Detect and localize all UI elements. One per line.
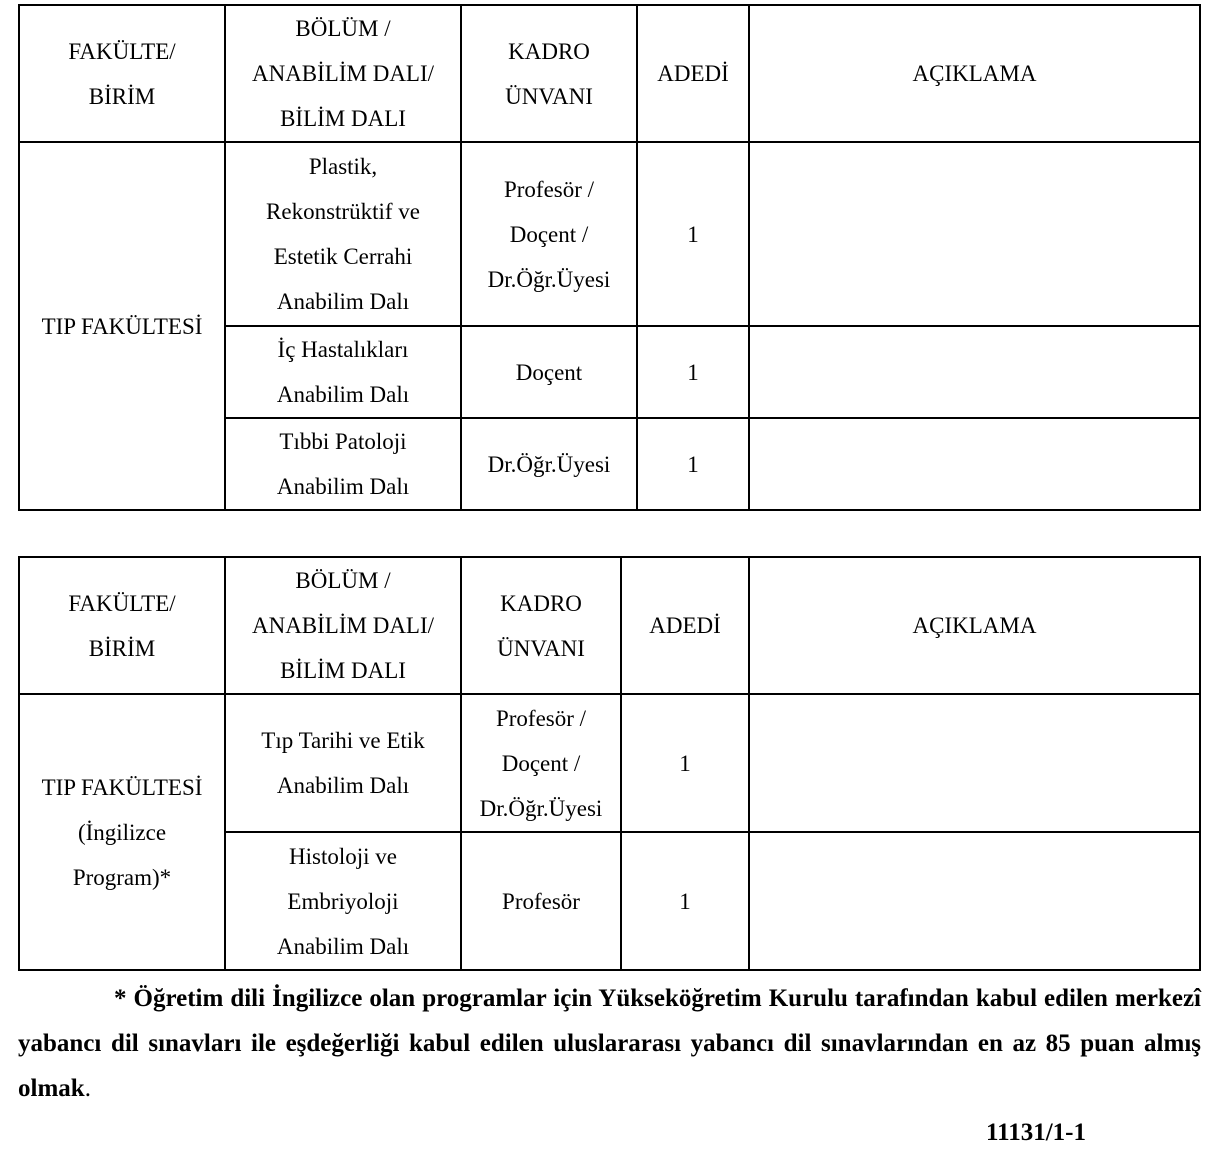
header-count: ADEDİ bbox=[637, 5, 749, 142]
note-cell bbox=[749, 326, 1200, 418]
footnote-period: . bbox=[84, 1075, 91, 1102]
header-note: AÇIKLAMA bbox=[749, 557, 1200, 694]
note-cell bbox=[749, 694, 1200, 832]
count-cell: 1 bbox=[637, 418, 749, 510]
count-cell: 1 bbox=[621, 694, 749, 832]
note-cell bbox=[749, 832, 1200, 970]
faculty-cell: TIP FAKÜLTESİ bbox=[19, 142, 225, 510]
header-title: KADRO ÜNVANI bbox=[461, 557, 621, 694]
note-cell bbox=[749, 142, 1200, 326]
footnote-text: * Öğretim dili İngilizce olan programlar için Yükseköğretim Kurulu tarafından kabul edilen merkezî yabancı dil sınavları ile eşdeğerliği kabul edilen uluslararası yabancı dil sınavlarından en az 85 puan almış olmak bbox=[18, 985, 1201, 1102]
count-cell: 1 bbox=[637, 326, 749, 418]
table-header-row bbox=[19, 557, 1200, 694]
footnote bbox=[18, 976, 1201, 1111]
count-cell: 1 bbox=[621, 832, 749, 970]
table-row bbox=[19, 142, 1200, 326]
title-cell: Profesör / Doçent / Dr.Öğr.Üyesi bbox=[461, 694, 621, 832]
faculty-cell: TIP FAKÜLTESİ (İngilizce Program)* bbox=[19, 694, 225, 970]
header-faculty: FAKÜLTE/ BİRİM bbox=[19, 5, 225, 142]
count-cell: 1 bbox=[637, 142, 749, 326]
header-department: BÖLÜM / ANABİLİM DALI/ BİLİM DALI bbox=[225, 557, 461, 694]
note-cell bbox=[749, 418, 1200, 510]
department-cell: Plastik, Rekonstrüktif ve Estetik Cerrahi Anabilim Dalı bbox=[225, 142, 461, 326]
document-number: 11131/1-1 bbox=[986, 1119, 1087, 1146]
table-header-row bbox=[19, 5, 1200, 142]
table-row bbox=[19, 694, 1200, 832]
title-cell: Dr.Öğr.Üyesi bbox=[461, 418, 637, 510]
department-cell: Histoloji ve Embriyoloji Anabilim Dalı bbox=[225, 832, 461, 970]
title-cell: Profesör / Doçent / Dr.Öğr.Üyesi bbox=[461, 142, 637, 326]
header-faculty: FAKÜLTE/ BİRİM bbox=[19, 557, 225, 694]
department-cell: İç Hastalıkları Anabilim Dalı bbox=[225, 326, 461, 418]
title-cell: Profesör bbox=[461, 832, 621, 970]
header-title: KADRO ÜNVANI bbox=[461, 5, 637, 142]
staff-table-1 bbox=[18, 4, 1201, 511]
department-cell: Tıbbi Patoloji Anabilim Dalı bbox=[225, 418, 461, 510]
department-cell: Tıp Tarihi ve Etik Anabilim Dalı bbox=[225, 694, 461, 832]
staff-table-2 bbox=[18, 556, 1201, 971]
header-department: BÖLÜM / ANABİLİM DALI/ BİLİM DALI bbox=[225, 5, 461, 142]
header-note: AÇIKLAMA bbox=[749, 5, 1200, 142]
header-count: ADEDİ bbox=[621, 557, 749, 694]
title-cell: Doçent bbox=[461, 326, 637, 418]
